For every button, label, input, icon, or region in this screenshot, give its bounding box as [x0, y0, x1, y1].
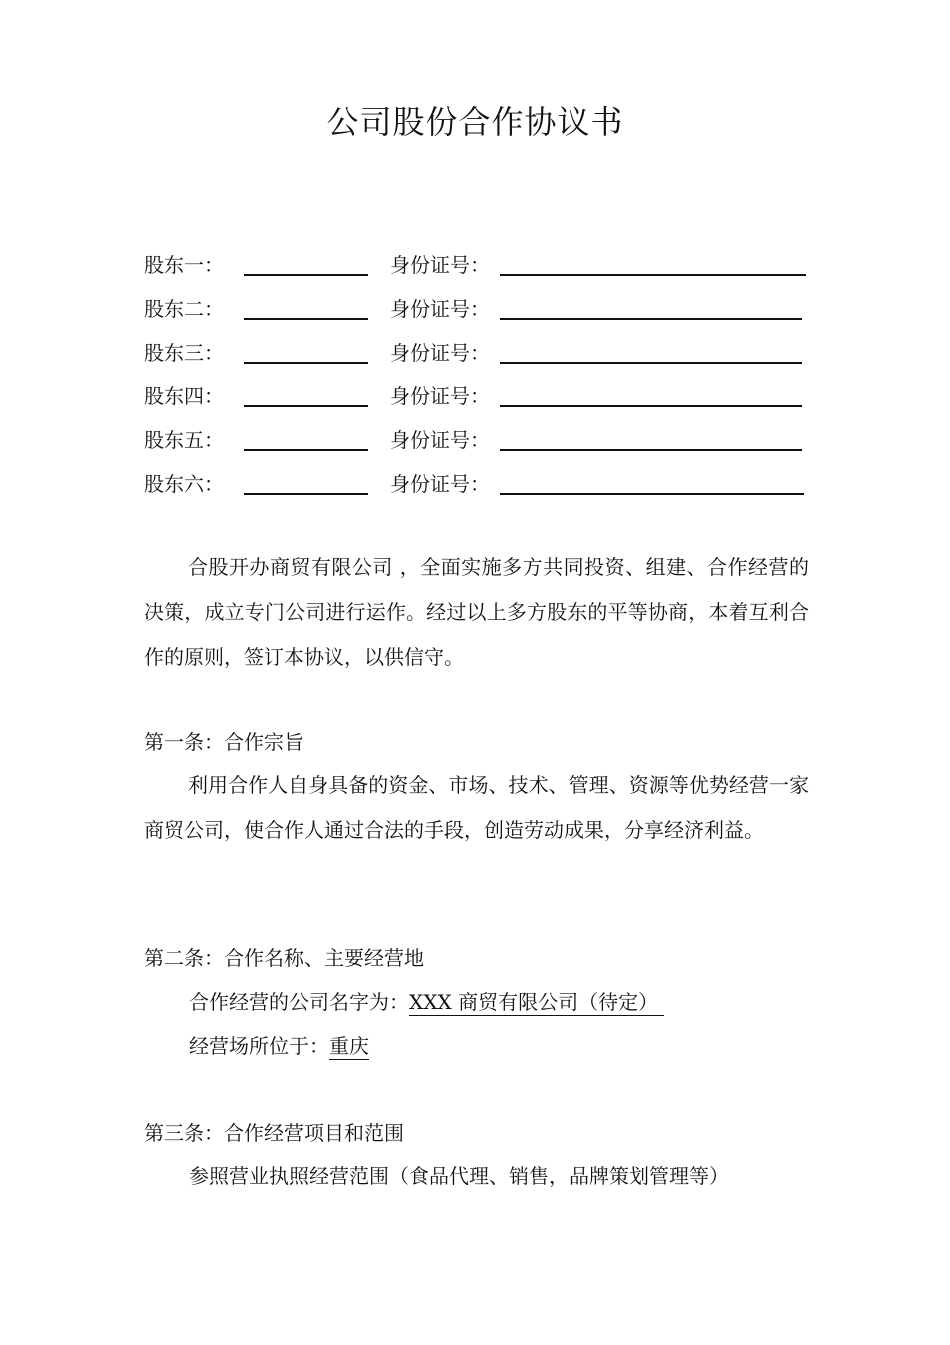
- article-2-heading: 第二条：合作名称、主要经营地: [144, 946, 424, 970]
- shareholder-label: 股东二：: [144, 297, 224, 321]
- shareholder-name-blank: [244, 405, 368, 407]
- location-label: 经营场所位于：: [189, 1034, 329, 1058]
- shareholder-name-blank: [244, 449, 368, 451]
- shareholder-name-blank: [244, 274, 368, 276]
- shareholder-label: 股东四：: [144, 384, 224, 408]
- id-number-blank: [500, 318, 802, 320]
- document-title: 公司股份合作协议书: [326, 103, 624, 141]
- shareholder-row: [144, 467, 814, 501]
- id-number-blank: [500, 274, 806, 276]
- article-3-heading: 第三条：合作经营项目和范围: [144, 1121, 404, 1145]
- article-3-body: 参照营业执照经营范围（食品代理、销售，品牌策划管理等）: [189, 1164, 729, 1188]
- shareholder-label: 股东五：: [144, 428, 224, 452]
- article-1-heading: 第一条：合作宗旨: [144, 730, 304, 754]
- id-number-label: 身份证号：: [390, 341, 490, 365]
- company-name-value: XXX 商贸有限公司（待定）: [409, 989, 664, 1016]
- id-number-label: 身份证号：: [390, 297, 490, 321]
- id-number-label: 身份证号：: [390, 472, 490, 496]
- company-name-line: [189, 987, 664, 1017]
- shareholder-name-blank: [244, 493, 368, 495]
- shareholder-row: [144, 423, 814, 457]
- id-number-label: 身份证号：: [390, 253, 490, 277]
- intro-paragraph: 合股开办商贸有限公司 ，全面实施多方共同投资、组建、合作经营的决策，成立专门公司进行运作。经过以上多方股东的平等协商，本着互利合作的原则，签订本协议，以供信守。: [144, 555, 809, 669]
- id-number-label: 身份证号：: [390, 384, 490, 408]
- shareholder-label: 股东六：: [144, 472, 224, 496]
- article-1-body: 利用合作人自身具备的资金、市场、技术、管理、资源等优势经营一家商贸公司，使合作人通过合法的手段，创造劳动成果，分享经济利益。: [144, 773, 809, 842]
- shareholder-name-blank: [244, 318, 368, 320]
- id-number-label: 身份证号：: [390, 428, 490, 452]
- shareholder-label: 股东三：: [144, 341, 224, 365]
- shareholder-row: [144, 336, 814, 370]
- id-number-blank: [500, 449, 802, 451]
- shareholder-label: 股东一：: [144, 253, 224, 277]
- id-number-blank: [500, 362, 802, 364]
- shareholder-row: [144, 248, 814, 282]
- shareholder-row: [144, 379, 814, 413]
- id-number-blank: [500, 493, 804, 495]
- id-number-blank: [500, 405, 802, 407]
- location-line: [189, 1031, 369, 1061]
- shareholder-row: [144, 292, 814, 326]
- company-name-label: 合作经营的公司名字为：: [189, 990, 409, 1014]
- location-value: 重庆: [329, 1034, 369, 1058]
- shareholder-name-blank: [244, 362, 368, 364]
